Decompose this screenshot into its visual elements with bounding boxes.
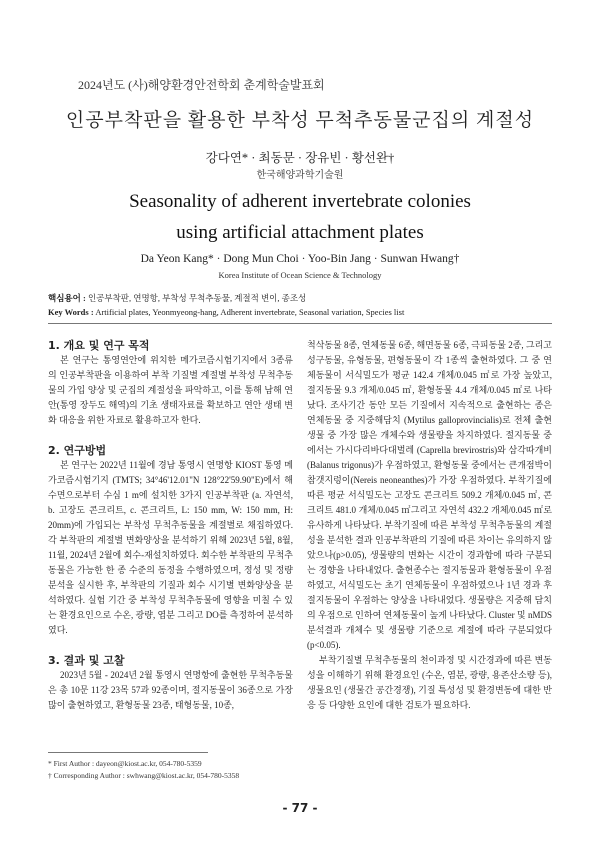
keywords-english-text: Artificial plates, Yeonmyeong-hang, Adherent invertebrate, Seasonal variation, Species list xyxy=(95,307,405,317)
section1-paragraph: 본 연구는 통영연안에 위치한 메가코즘시험기지에서 3종류의 인공부착판을 이용하여 부착 기질별 계절별 부착성 무척추동물의 가입 양상 및 군집의 계절성을 파악하고, 이를 통해 남해 연안(통영 장두도 해역)의 기초 생태자료를 확보하고 연안 생태 변화 대응을 위한 자료로 활용하고자 한다. xyxy=(48,355,293,425)
korean-authors: 강다연* · 최동문 · 장유빈 · 황선완† xyxy=(205,151,395,165)
keywords-korean-text: 인공부착판, 연명항, 부착성 무척추동물, 계절적 변이, 종조성 xyxy=(87,293,307,303)
footnote-divider xyxy=(48,752,208,753)
english-title-line1: Seasonality of adherent invertebrate colonies xyxy=(129,191,471,212)
keywords-english-label: Key Words : xyxy=(48,307,94,317)
section2-paragraph: 본 연구는 2022년 11월에 경남 통영시 연명항 KIOST 통영 메가코즘시험기지 (TMTS; 34°46'12.01"N 128°22'59.90"E)에서 해수면으로부터 수심 1 m에 설치한 3가지 인공부착판 (a. 자연석, b. 고장도 콘크리트, c. 콘크리트, L: 150 mm, W: 150 mm, H: 20mm)에 가입되는 부착성 무척추동물을 계절별로 채집하였다. 각 부착판의 계절별 변화양상을 분석하기 위해 2023년 5월, 8월, 11월, 2024년 2월에 회수-재설치하였다. 회수한 부착판의 무척추동물은 가능한 한 종 수준의 동정을 수행하였으며, 정성 및 정량분석을 실시한 후, 부착판의 기질과 회수 시기별 변화양상을 분석하였다. 실험 기간 중 부착성 무척추동물에 영향을 미칠 수 있는 환경요인으로 수온, 광량, 엽분 그리고 DO를 측정하여 분석하였다. xyxy=(48,460,293,635)
header-divider xyxy=(48,323,552,324)
section3-heading: 3. 결과 및 고찰 xyxy=(48,654,125,667)
english-affiliation: Korea Institute of Ocean Science & Technology xyxy=(218,270,382,280)
keywords-korean-label: 핵심용어 : xyxy=(48,293,86,303)
section2-heading: 2. 연구방법 xyxy=(48,444,107,457)
results-paragraph: 척삭동물 8종, 연체동물 6종, 해면동물 6종, 극피동물 2종, 그리고 성구동물, 유형동물, 편형동물이 각 1종씩 출현하였다. 그 중 연체동물이 서식밀도가 평균 142.4 개체/0.045 ㎡로 가장 높았고, 절지동물 9.3 개체/0.045 ㎡, 환형동물 4.4 개체/0.045 ㎡로 나타났다. 조사기간 동안 모든 기질에서 지속적으로 출현하는 종은 연체동물 중 지중해담치 (Mytilus galloprovincialis)로 전체 출현생물 중 가장 많은 개체수와 생물량을 차지하였다. 절지동물 중에서는 가시다리바다대벌레 (Caprella brevirostris)와 삼각따개비(Balanus trigonus)가 우점하였고, 환형동물 중에서는 큰개점박이참갯지렁이(Nereis neoneanthes)가 가장 우점하였다. 부착기질에 따른 평균 서식밀도는 고장도 콘크리트 509.2 개체/0.045 ㎡, 콘크리트 481.0 개체/0.045 ㎡그리고 자연석 432.2 개체/0.045 ㎡로 유사하게 나타났다. 부착기질에 따른 부착성 무척추동물의 계절성을 분석한 결과 인공부착판의 기질에 따른 차이는 유의하지 않았으나(p>0.05), 생물량의 변화는 시간이 경과함에 따라 구분되는 경향을 나타내었다. 출현종수는 절지동물과 환형동물이 우점하였고, 서식밀도는 초기 연체동물이 우점하였으나 1년 경과 후 절지동물이 우점하는 양상을 나타내었다. 생물량은 지중해 담치의 우점으로 인하여 연체동물이 높게 나타났다. Cluster 및 nMDS분석결과 개체수 및 생물량 기준으로 계절에 따라 구분되었다(p<0.05). xyxy=(307,340,552,650)
english-authors: Da Yeon Kang* · Dong Mun Choi · Yoo-Bin Jang · Sunwan Hwang† xyxy=(140,253,460,265)
section3-paragraph: 2023년 5월 - 2024년 2월 통영시 연명항에 출현한 무척추동물은 총 10문 11강 23목 57과 92종이며, 절지동물이 36종으로 가장 많이 출현하였고, 환형동물 23종, 태형동물, 10종, xyxy=(48,670,293,710)
section1-heading: 1. 개요 및 연구 목적 xyxy=(48,339,150,352)
right-column xyxy=(307,338,552,713)
keywords-korean xyxy=(48,291,558,305)
footnote-first-author: * First Author : dayeon@kiost.ac.kr, 054-780-5359 xyxy=(48,759,202,768)
keywords-english xyxy=(48,305,558,319)
page-number: - 77 - xyxy=(282,801,318,815)
left-column xyxy=(48,338,293,713)
english-title-line2: using artificial attachment plates xyxy=(176,222,424,243)
discussion-paragraph: 부착기질별 무척추동물의 천이과정 및 시간경과에 따른 변동성을 이해하기 위해 환경요인 (수온, 염분, 광량, 용존산소량 등), 생물요인 (생물간 공간경쟁), 기질 특성성 및 환경변동에 대한 반응 등 다양한 요인에 대한 검토가 필요하다. xyxy=(307,655,552,710)
english-title xyxy=(0,186,600,248)
footnote-corresponding-author: † Corresponding Author : swhwang@kiost.ac.kr, 054-780-5358 xyxy=(48,771,240,780)
korean-title: 인공부착판을 활용한 부착성 무척추동물군집의 계절성 xyxy=(65,110,535,131)
conference-header: 2024년도 (사)해양환경안전학회 춘계학술발표회 xyxy=(78,78,325,92)
korean-affiliation: 한국해양과학기술원 xyxy=(256,170,344,181)
